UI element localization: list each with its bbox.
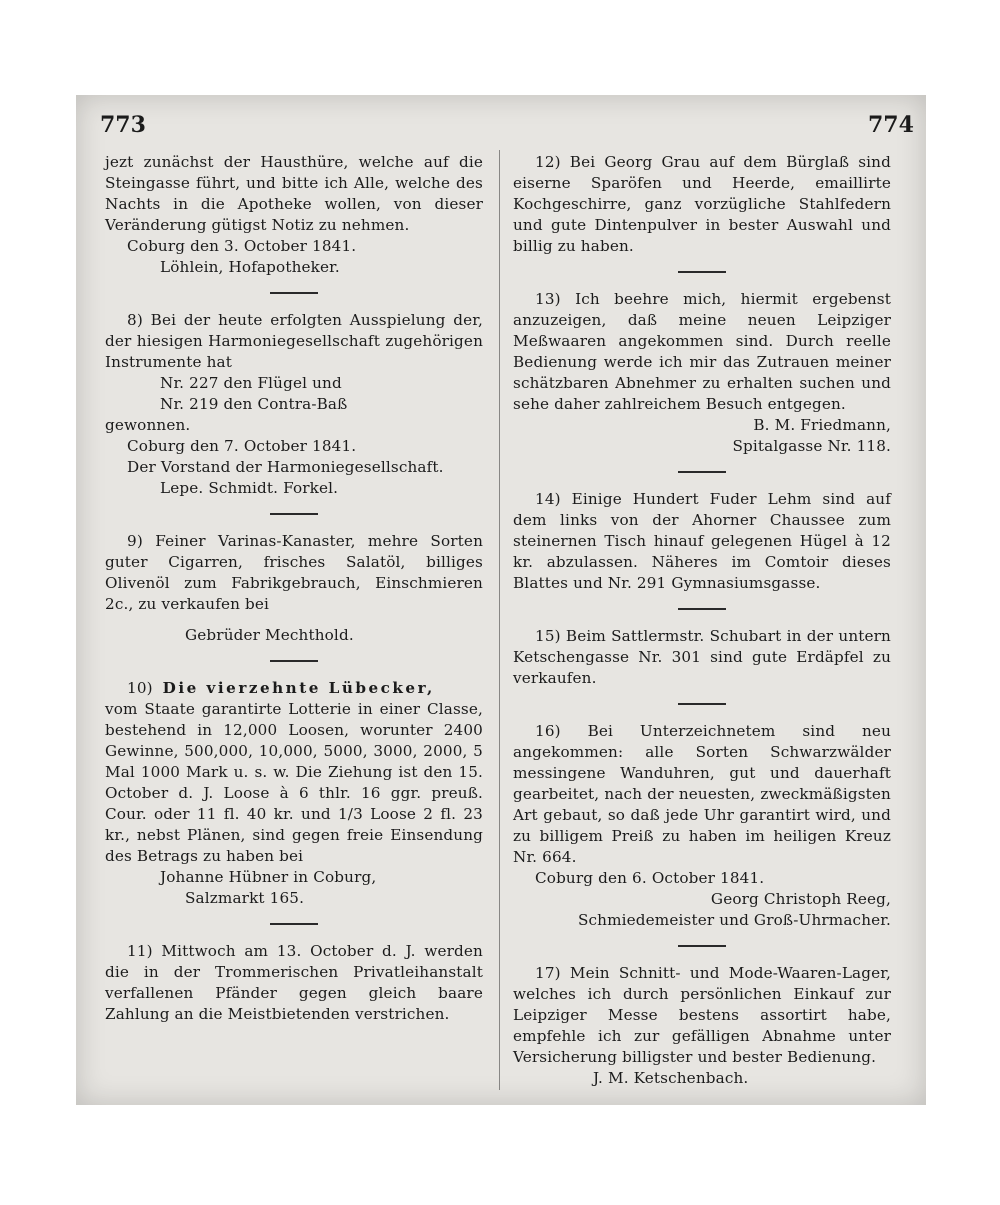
separator-rule: [270, 660, 318, 662]
notice-11-body: 11) Mittwoch am 13. October d. J. werden die in der Trommerischen Privatleihanstalt verfallenen Pfänder gegen gleich baare Zahlung an die Meistbietenden verstrichen.: [105, 942, 483, 1023]
notice-10-address: Salzmarkt 165.: [185, 889, 305, 907]
notice-12-body: 12) Bei Georg Grau auf dem Bürglaß sind eiserne Sparöfen und Heerde, emaillirte Kochgeschirre, ganz vorzügliche Stahlfedern und gute Dintenpulver in bester Auswahl und billig zu haben.: [513, 153, 891, 255]
separator-rule: [678, 271, 726, 273]
notice-10-body: vom Staate garantirte Lotterie in einer Classe, bestehend in 12,000 Loosen, worunter 2400 Gewinne, 500,000, 10,000, 5000, 3000, 2000, 5 Mal 1000 Mark u. s. w. Die Ziehung ist den 15. October d. J. Loose à 6 thlr. 16 ggr. preuß. Cour. oder 11 fl. 40 kr. und 1/3 Loose 2 fl. 23 kr., nebst Plänen, sind gegen freie Einsendung des Betrags zu haben bei: [105, 700, 483, 865]
notice-14-body: 14) Einige Hundert Fuder Lehm sind auf dem links von der Ahorner Chaussee zum steinernen Tisch hinauf gelegenen Hügel à 12 kr. abzulassen. Näheres im Comtoir dieses Blattes und Nr. 291 Gymnasiumsgasse.: [513, 490, 891, 592]
notice-8-date: Coburg den 7. October 1841.: [127, 437, 357, 455]
column-right: [513, 152, 891, 1089]
notice-9-body: 9) Feiner Varinas-Kanaster, mehre Sorten guter Cigarren, frisches Salatöl, billiges Olivenöl zum Fabrikgebrauch, Einschmieren 2c., zu verkaufen bei: [105, 532, 483, 613]
page-number-right: 774: [868, 112, 914, 138]
notice-7-body: jezt zunächst der Hausthüre, welche auf die Steingasse führt, und bitte ich Alle, welche des Nachts in die Apotheke wollen, von dieser Veränderung gütigst Notiz zu nehmen.: [105, 153, 483, 234]
notice-9-signature: Gebrüder Mechthold.: [185, 626, 354, 644]
notice-16-signature: Georg Christoph Reeg,: [710, 890, 891, 908]
column-left: [105, 152, 483, 1025]
notice-7-date: Coburg den 3. October 1841.: [127, 237, 357, 255]
separator-rule: [678, 471, 726, 473]
notice-16-date: Coburg den 6. October 1841.: [535, 869, 765, 887]
notice-16-body: 16) Bei Unterzeichnetem sind neu angekommen: alle Sorten Schwarzwälder messingene Wanduhren, gut und dauerhaft gearbeitet, nach der neuesten, zweckmäßigsten Art gebaut, so daß jede Uhr garantirt wird, und zu billigem Preiß zu haben im heiligen Kreuz Nr. 664.: [513, 722, 891, 866]
notice-10-number: 10): [127, 679, 153, 697]
notice-13-signature: B. M. Friedmann,: [753, 416, 891, 434]
notice-15-body: 15) Beim Sattlermstr. Schubart in der untern Ketschengasse Nr. 301 sind gute Erdäpfel zu verkaufen.: [513, 627, 891, 687]
separator-rule: [270, 923, 318, 925]
separator-rule: [270, 292, 318, 294]
notice-13-body: 13) Ich beehre mich, hiermit ergebenst anzuzeigen, daß meine neuen Leipziger Meßwaaren angekommen sind. Durch reelle Bedienung werde ich mir das Zutrauen meiner schätzbaren Abnehmer zu erhalten suchen und sehe daher zahlreichem Besuch entgegen.: [513, 290, 891, 413]
page-number-left: 773: [100, 112, 146, 138]
notice-8-item-2: Nr. 219 den Contra-Baß: [160, 395, 348, 413]
notice-13-address: Spitalgasse Nr. 118.: [732, 437, 891, 455]
notice-10-heading: [105, 678, 483, 699]
separator-rule: [678, 703, 726, 705]
notice-8-won: gewonnen.: [105, 416, 191, 434]
notice-8-signature: Der Vorstand der Harmoniegesellschaft.: [127, 458, 444, 476]
notice-8-body: 8) Bei der heute erfolgten Ausspielung der, der hiesigen Harmoniegesellschaft zugehörigen Instrumente hat: [105, 311, 483, 371]
column-divider: [499, 150, 500, 1090]
notice-17-body: 17) Mein Schnitt- und Mode-Waaren-Lager, welches ich durch persönlichen Einkauf zur Leipziger Messe bestens assortirt habe, empfehle ich zur gefälligen Abnahme unter Versicherung billigster und bester Bedienung.: [513, 964, 891, 1066]
notice-10-title: Die vierzehnte Lübecker,: [162, 679, 435, 697]
notice-7-signature: Löhlein, Hofapotheker.: [160, 258, 340, 276]
notice-17-signature: J. M. Ketschenbach.: [593, 1069, 749, 1087]
notice-8-item-1: Nr. 227 den Flügel und: [160, 374, 342, 392]
notice-10-signature: Johanne Hübner in Coburg,: [160, 868, 377, 886]
separator-rule: [678, 608, 726, 610]
separator-rule: [678, 945, 726, 947]
notice-16-title: Schmiedemeister und Groß-Uhrmacher.: [577, 911, 891, 929]
separator-rule: [270, 513, 318, 515]
notice-8-names: Lepe. Schmidt. Forkel.: [160, 479, 339, 497]
